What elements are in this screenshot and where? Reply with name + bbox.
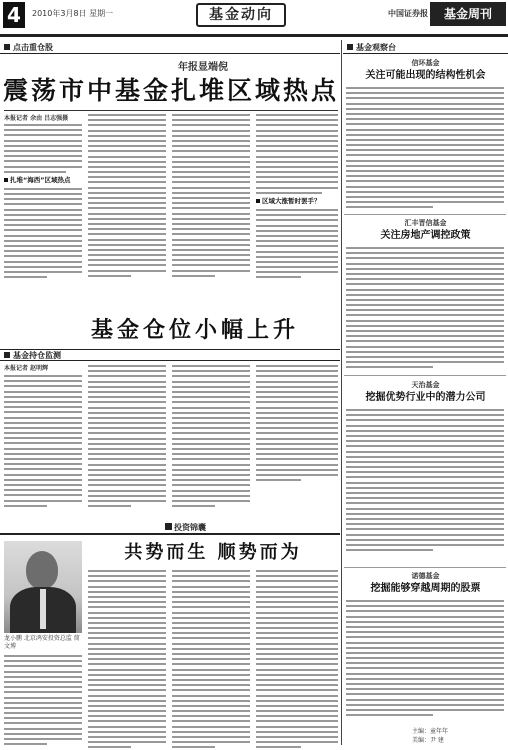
sidebar-item-body bbox=[346, 600, 504, 719]
sidebar-item-body bbox=[346, 409, 504, 554]
sidebar-item-body bbox=[346, 87, 504, 212]
issue-date: 2010年3月8日 星期一 bbox=[32, 9, 114, 18]
sidebar-separator bbox=[341, 40, 342, 745]
opinion-column-4 bbox=[256, 570, 338, 750]
sidebar-source: 信环基金 bbox=[411, 59, 440, 67]
sidebar-source: 天治基金 bbox=[411, 381, 440, 389]
fund-column-4 bbox=[256, 365, 338, 484]
fund-column-1 bbox=[4, 375, 82, 510]
section-title: 基金动向 bbox=[196, 3, 286, 27]
page-header bbox=[0, 0, 508, 36]
article-column-3 bbox=[172, 114, 250, 280]
opinion-column-3 bbox=[172, 570, 250, 750]
square-icon bbox=[4, 44, 10, 50]
sidebar-heading bbox=[343, 42, 508, 54]
page-number: 4 bbox=[3, 2, 25, 28]
column-heading-left-bottom bbox=[0, 349, 340, 361]
newspaper-name: 中国证券报 bbox=[388, 9, 428, 18]
weekly-badge: 基金周刊 bbox=[430, 2, 506, 26]
article-subhead: 扎堆“海西”区域热点 bbox=[4, 176, 82, 185]
square-icon bbox=[165, 523, 172, 530]
sidebar-divider bbox=[344, 214, 506, 215]
column-heading-left-top bbox=[0, 42, 340, 54]
investment-section-label: 投资锦囊 bbox=[165, 521, 206, 534]
square-icon bbox=[4, 352, 10, 358]
article-column-2 bbox=[88, 114, 166, 280]
opinion-headline: 共势而生 顺势而为 bbox=[124, 542, 302, 563]
sidebar-divider bbox=[344, 567, 506, 568]
fund-column-3 bbox=[172, 365, 250, 510]
article-subhead: 区域大涨暂时罢手？ bbox=[256, 197, 338, 206]
editor-credits bbox=[412, 727, 448, 745]
article-column-1 bbox=[4, 124, 82, 281]
sidebar-item-title: 挖掘能够穿越周期的股票 bbox=[370, 583, 481, 594]
sidebar-item-title: 关注可能出现的结构性机会 bbox=[365, 70, 486, 81]
designer-credit: 美编：尹 建 bbox=[412, 737, 444, 744]
sidebar-item-title: 挖掘优势行业中的潜力公司 bbox=[365, 392, 486, 403]
author-photo bbox=[4, 541, 82, 633]
column-heading-label: 点击重仓股 bbox=[13, 43, 53, 52]
editor-credit: 主编：童年年 bbox=[412, 728, 449, 735]
square-icon bbox=[347, 44, 353, 50]
main-headline: 震荡市中基金扎堆区域热点 bbox=[2, 76, 339, 105]
fund-position-headline: 基金仓位小幅上升 bbox=[90, 318, 299, 343]
article-kicker: 年报显端倪 bbox=[178, 62, 228, 73]
column-heading-label: 基金持仓监测 bbox=[13, 351, 61, 360]
headline-rule bbox=[4, 110, 338, 111]
opinion-column-1 bbox=[4, 655, 82, 748]
opinion-column-2 bbox=[88, 570, 166, 750]
sidebar-item-title: 关注房地产调控政策 bbox=[380, 230, 471, 241]
sidebar-source: 诺德基金 bbox=[411, 572, 440, 580]
header-rule bbox=[0, 34, 508, 37]
sidebar-source: 汇丰晋信基金 bbox=[404, 219, 447, 227]
fund-column-2 bbox=[88, 365, 166, 510]
article-column-4 bbox=[256, 114, 338, 282]
sidebar-heading-label: 基金观察台 bbox=[356, 43, 396, 52]
fund-article-byline: 本报记者 赵明辉 bbox=[4, 365, 49, 372]
photo-caption: 龙小鹏 北京鸿安投资总监 简文博 bbox=[4, 635, 80, 650]
article-byline: 本报记者 余由 吕志强摄 bbox=[4, 115, 69, 122]
sidebar-divider bbox=[344, 375, 506, 376]
sidebar-item-body bbox=[346, 247, 504, 372]
